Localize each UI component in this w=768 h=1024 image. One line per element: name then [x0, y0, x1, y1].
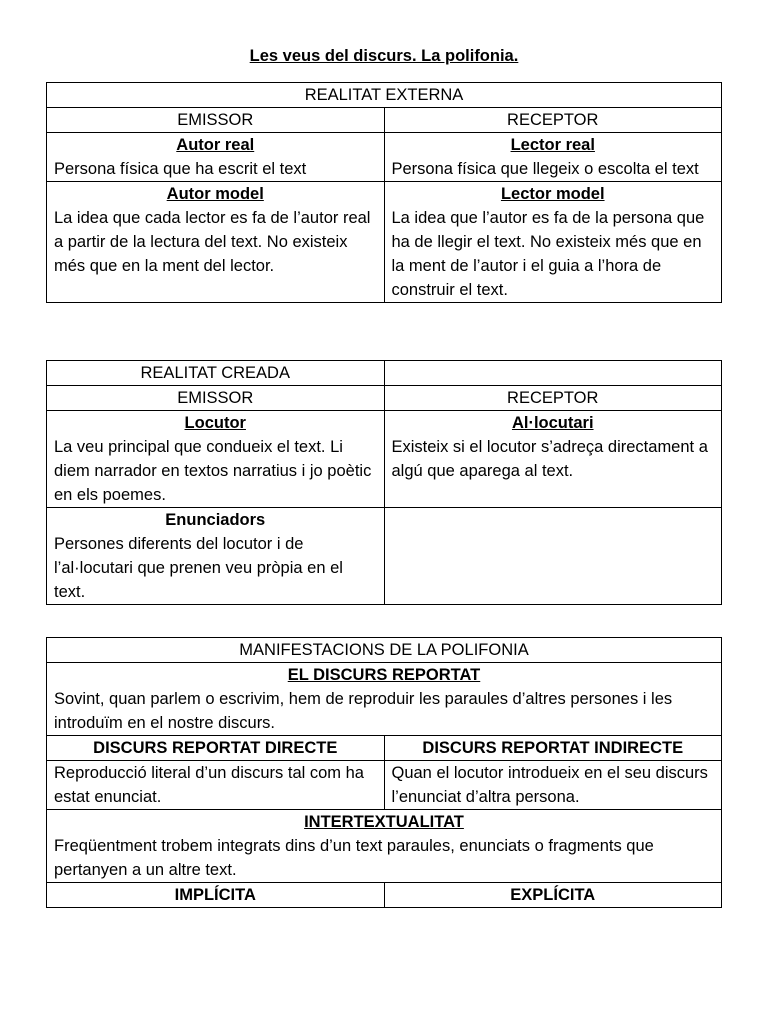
autor-real-cell: [47, 133, 385, 182]
realitat-creada-header: REALITAT CREADA: [47, 361, 385, 386]
realitat-creada-table: [46, 360, 722, 605]
lector-real-text: Persona física que llegeix o escolta el text: [391, 160, 699, 178]
lector-real-heading: Lector real: [510, 136, 595, 154]
intertextualitat-text: Freqüentment trobem integrats dins d’un text paraules, enunciats o fragments que pertanyen a un altre text.: [54, 837, 654, 879]
table-row: [47, 386, 722, 411]
discurs-reportat-cell: [47, 663, 722, 736]
empty-cell: [384, 508, 722, 605]
locutor-text: La veu principal que condueix el text. Li diem narrador en textos narratius i jo poètic en els poemes.: [54, 438, 372, 504]
allocutari-heading: Al·locutari: [511, 414, 594, 432]
manifestacions-header: MANIFESTACIONS DE LA POLIFONIA: [47, 638, 722, 663]
autor-real-heading: Autor real: [176, 136, 255, 154]
table-row: [47, 638, 722, 663]
manifestacions-table: [46, 637, 722, 908]
indirecte-text: Quan el locutor introdueix en el seu discurs l’enunciat d’altra persona.: [384, 761, 722, 810]
lector-model-cell: [384, 182, 722, 303]
enunciadors-text: Persones diferents del locutor i de l’al·locutari que prenen veu pròpia en el text.: [54, 535, 343, 601]
table-row: [47, 736, 722, 761]
lector-model-text: La idea que l’autor es fa de la persona que ha de llegir el text. No existeix més que en la ment de l’autor i el guia a l’hora de construir el text.: [391, 209, 705, 299]
directe-text: Reproducció literal d’un discurs tal com ha estat enunciat.: [47, 761, 385, 810]
indirecte-heading: DISCURS REPORTAT INDIRECTE: [384, 736, 722, 761]
lector-real-cell: [384, 133, 722, 182]
table-row: [47, 508, 722, 605]
autor-model-cell: [47, 182, 385, 303]
allocutari-cell: [384, 411, 722, 508]
lector-model-heading: Lector model: [500, 185, 605, 203]
discurs-reportat-heading: EL DISCURS REPORTAT: [287, 666, 481, 684]
autor-model-text: La idea que cada lector es fa de l’autor real a partir de la lectura del text. No existeix més que en la ment del lector.: [54, 209, 371, 275]
table-row: [47, 411, 722, 508]
directe-heading: DISCURS REPORTAT DIRECTE: [47, 736, 385, 761]
table-row: [47, 133, 722, 182]
discurs-reportat-text: Sovint, quan parlem o escrivim, hem de reproduir les paraules d’altres persones i les introduïm en el nostre discurs.: [54, 690, 673, 732]
table-row: [47, 663, 722, 736]
allocutari-text: Existeix si el locutor s’adreça directament a algú que aparega al text.: [391, 438, 708, 480]
table-row: [47, 810, 722, 883]
realitat-externa-header: REALITAT EXTERNA: [47, 83, 722, 108]
page-title: Les veus del discurs. La polifonia.: [249, 47, 519, 65]
table-row: [47, 108, 722, 133]
receptor-heading: RECEPTOR: [384, 386, 722, 411]
implicita-heading: IMPLÍCITA: [47, 883, 385, 908]
autor-model-heading: Autor model: [166, 185, 264, 203]
explicita-heading: EXPLÍCITA: [384, 883, 722, 908]
emissor-heading: EMISSOR: [47, 108, 385, 133]
intertextualitat-cell: [47, 810, 722, 883]
intertextualitat-heading: INTERTEXTUALITAT: [304, 813, 464, 831]
table-row: [47, 83, 722, 108]
emissor-heading: EMISSOR: [47, 386, 385, 411]
table-row: [47, 883, 722, 908]
receptor-heading: RECEPTOR: [384, 108, 722, 133]
empty-cell: [384, 361, 722, 386]
realitat-externa-table: [46, 82, 722, 303]
enunciadors-cell: [47, 508, 385, 605]
locutor-heading: Locutor: [184, 414, 246, 432]
table-row: [47, 182, 722, 303]
locutor-cell: [47, 411, 385, 508]
enunciadors-heading: Enunciadors: [165, 511, 266, 529]
table-row: [47, 761, 722, 810]
autor-real-text: Persona física que ha escrit el text: [54, 160, 307, 178]
table-row: [47, 361, 722, 386]
